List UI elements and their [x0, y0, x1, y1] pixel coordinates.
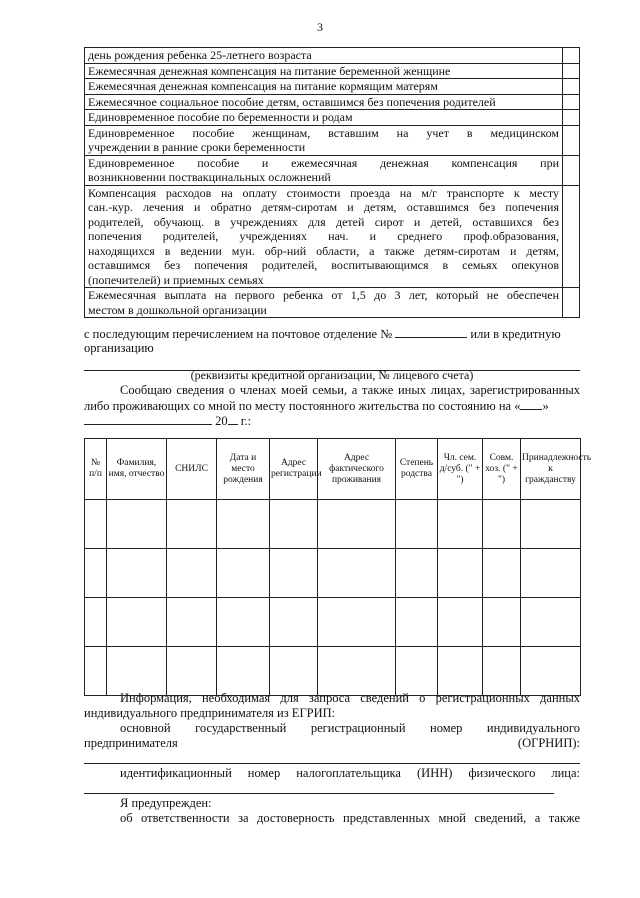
- table-cell[interactable]: [217, 647, 270, 696]
- credit-org-caption: (реквизиты кредитной организации, № лицевого счета): [190, 368, 474, 382]
- benefit-text: Ежемесячная выплата на первого ребенка от 1,5 до 3 лет, который не обеспечен местом в дошкольной организации: [85, 288, 563, 318]
- table-row: [85, 288, 580, 318]
- table-row: [85, 79, 580, 95]
- table-cell[interactable]: [521, 500, 581, 549]
- table-cell[interactable]: [396, 549, 438, 598]
- col-header-family-member: Чл. сем. д/суб. (" + "): [438, 439, 483, 500]
- benefit-text: Ежемесячное социальное пособие детям, оставшимся без попечения родителей: [85, 94, 563, 110]
- table-cell[interactable]: [438, 500, 483, 549]
- transfer-line: с последующим перечислением на почтовое отделение № или в кредитную: [84, 327, 561, 341]
- table-row: [85, 647, 581, 696]
- responsibility-text: об ответственности за достоверность представленных мной сведений, а также: [120, 811, 580, 825]
- table-cell[interactable]: [167, 500, 217, 549]
- table-cell[interactable]: [85, 598, 107, 647]
- egrip-intro-line2: индивидуального предпринимателя из ЕГРИП:: [84, 706, 336, 720]
- col-header-registration: Адрес регистрации: [270, 439, 318, 500]
- post-office-number-field[interactable]: [395, 326, 467, 338]
- benefit-text: Единовременное пособие по беременности и родам: [85, 110, 563, 126]
- table-cell[interactable]: [167, 647, 217, 696]
- table-cell[interactable]: [483, 549, 521, 598]
- table-cell[interactable]: [438, 647, 483, 696]
- table-row: [85, 48, 580, 64]
- table-cell[interactable]: [396, 598, 438, 647]
- col-header-residence: Адрес фактического проживания: [318, 439, 396, 500]
- table-row: [85, 598, 581, 647]
- ogrnip-field[interactable]: [84, 763, 580, 764]
- table-cell[interactable]: [85, 549, 107, 598]
- table-row: [85, 94, 580, 110]
- table-row: [85, 125, 580, 155]
- benefit-checkbox[interactable]: [563, 79, 580, 95]
- page-number: 3: [317, 20, 323, 34]
- benefit-checkbox[interactable]: [563, 185, 580, 288]
- table-cell[interactable]: [107, 500, 167, 549]
- egrip-intro-line1: Информация, необходимая для запроса сведений о регистрационных данных: [120, 691, 580, 705]
- benefit-text: Ежемесячная денежная компенсация на питание беременной женщине: [85, 63, 563, 79]
- inn-field[interactable]: [84, 793, 554, 794]
- benefit-checkbox[interactable]: [563, 94, 580, 110]
- table-cell[interactable]: [438, 598, 483, 647]
- benefit-checkbox[interactable]: [563, 63, 580, 79]
- table-cell[interactable]: [270, 598, 318, 647]
- table-row: [85, 110, 580, 126]
- table-cell[interactable]: [270, 500, 318, 549]
- benefit-text: Единовременное пособие женщинам, вставшим на учет в медицинском учреждении в ранние сроки беременности: [85, 125, 563, 155]
- table-cell[interactable]: [107, 549, 167, 598]
- table-cell[interactable]: [521, 598, 581, 647]
- table-cell[interactable]: [217, 598, 270, 647]
- table-cell[interactable]: [167, 598, 217, 647]
- ogrnip-label-line1: основной государственный регистрационный номер индивидуального: [120, 721, 580, 735]
- table-row: [85, 155, 580, 185]
- benefit-text: день рождения ребенка 25-летнего возраста: [85, 48, 563, 64]
- col-header-relation: Степень родства: [396, 439, 438, 500]
- benefit-text: Компенсация расходов на оплату стоимости проезда на м/г транспорте к месту сан.-кур. лечения и обратно детям-сиротам и детям, оставшимся без попечения родителей, обучающ. в учреждениях для детей сирот и детей, оставшихся без попечения родителей, учреждениях нач. и среднего проф.образования, находящихся в ведении мун. обр-ний области, а также детям-сиротам и детям, оставшимся без попечения родителей, воспитывающимся в семьях опекунов (попечителей) и приемных семьях: [85, 185, 563, 288]
- month-field[interactable]: [84, 413, 212, 425]
- benefit-checkbox[interactable]: [563, 288, 580, 318]
- benefits-table: [84, 47, 580, 318]
- family-intro-line1: Сообщаю сведения о членах моей семьи, а также иных лицах, зарегистрированных: [120, 383, 580, 397]
- benefit-checkbox[interactable]: [563, 125, 580, 155]
- family-intro-date: 20 г.:: [84, 413, 580, 429]
- col-header-fio: Фамилия, имя, отчество: [107, 439, 167, 500]
- benefit-text: Единовременное пособие и ежемесячная денежная компенсация при возникновении поствакцинальных осложнений: [85, 155, 563, 185]
- table-cell[interactable]: [107, 647, 167, 696]
- benefit-checkbox[interactable]: [563, 48, 580, 64]
- benefit-text: Ежемесячная денежная компенсация на питание кормящим матерям: [85, 79, 563, 95]
- col-header-household: Совм. хоз. (" + "): [483, 439, 521, 500]
- family-intro-line2: либо проживающих со мной по месту постоянного жительства по состоянию на « »: [84, 399, 549, 413]
- table-row: [85, 549, 581, 598]
- year-field[interactable]: [228, 413, 238, 425]
- table-cell[interactable]: [521, 549, 581, 598]
- ogrnip-label-line2: предпринимателя (ОГРНИП):: [84, 736, 580, 750]
- table-cell[interactable]: [217, 500, 270, 549]
- col-header-citizenship: Принадлежность к гражданству: [521, 439, 581, 500]
- family-members-table: [84, 438, 592, 696]
- table-cell[interactable]: [85, 647, 107, 696]
- table-cell[interactable]: [318, 598, 396, 647]
- benefit-checkbox[interactable]: [563, 110, 580, 126]
- inn-label: идентификационный номер налогоплательщика (ИНН) физического лица:: [120, 766, 580, 780]
- table-cell[interactable]: [318, 549, 396, 598]
- table-cell[interactable]: [318, 500, 396, 549]
- col-header-birth: Дата и место рождения: [217, 439, 270, 500]
- table-cell[interactable]: [270, 549, 318, 598]
- col-header-snils: СНИЛС: [167, 439, 217, 500]
- table-cell[interactable]: [483, 598, 521, 647]
- table-cell[interactable]: [483, 500, 521, 549]
- table-cell[interactable]: [107, 598, 167, 647]
- table-cell[interactable]: [396, 647, 438, 696]
- table-cell[interactable]: [396, 500, 438, 549]
- warned-label: Я предупрежден:: [120, 796, 212, 810]
- table-cell[interactable]: [85, 500, 107, 549]
- benefit-checkbox[interactable]: [563, 155, 580, 185]
- table-row: [85, 63, 580, 79]
- table-cell[interactable]: [521, 647, 581, 696]
- table-cell[interactable]: [270, 647, 318, 696]
- col-header-number: № п/п: [85, 439, 107, 500]
- table-row: [85, 185, 580, 288]
- table-cell[interactable]: [318, 647, 396, 696]
- table-header-row: [85, 439, 581, 500]
- transfer-org-label: организацию: [84, 341, 154, 355]
- table-cell[interactable]: [438, 549, 483, 598]
- day-field[interactable]: [520, 398, 542, 410]
- table-cell[interactable]: [483, 647, 521, 696]
- table-row: [85, 500, 581, 549]
- table-cell[interactable]: [167, 549, 217, 598]
- table-cell[interactable]: [217, 549, 270, 598]
